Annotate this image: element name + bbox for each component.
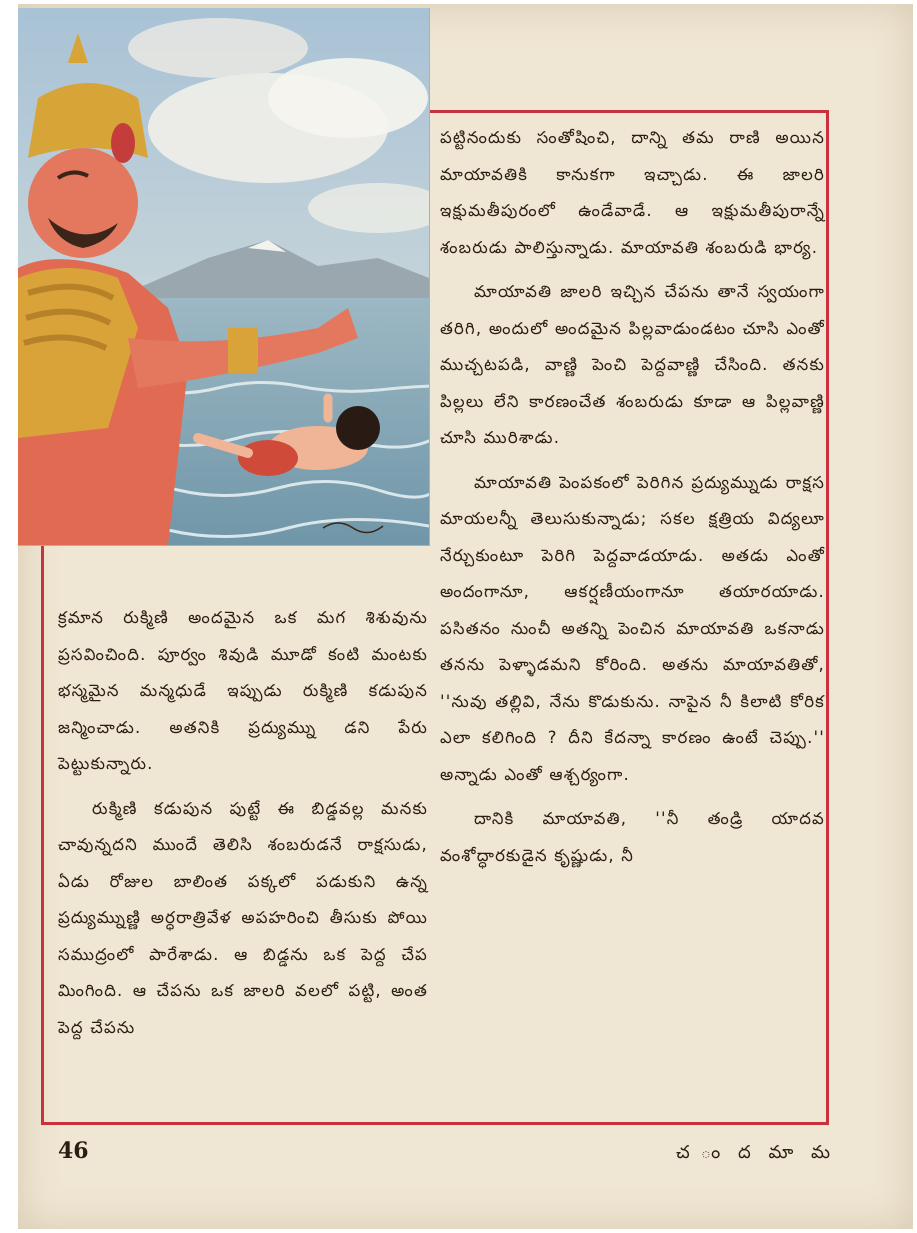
story-illustration xyxy=(18,8,430,546)
left-paragraph-2: రుక్మిణి కడుపున పుట్టే ఈ బిడ్డవల్ల మనకు చావున్నదని ముందే తెలిసి శంబరుడనే రాక్షసుడు, ఏడు రోజుల బాలింత పక్కలో పడుకుని ఉన్న ప్రద్యుమ్నుణ్ణి అర్ధరాత్రివేళ అపహరించి తీసుకు పోయి సముద్రంలో పారేశాడు. ఆ బిడ్డను ఒక పెద్ద చేప మింగింది. ఆ చేపను ఒక జాలరి వలలో పట్టి, అంత పెద్ద చేపను xyxy=(58,798,428,1037)
right-paragraph-4: దానికి మాయావతి, ''నీ తండ్రి యాదవ వంశోద్ధారకుడైన కృష్ణుడు, నీ xyxy=(440,809,825,865)
magazine-title: చ ం ద మా మ xyxy=(676,1142,837,1163)
left-text-column xyxy=(58,600,428,1054)
page-number: 46 xyxy=(58,1138,89,1164)
right-paragraph-1: పట్టినందుకు సంతోషించి, దాన్ని తమ రాణి అయిన మాయావతికి కానుకగా ఇచ్చాడు. ఈ జాలరి ఇక్షుమతీపురంలో ఉండేవాడే. ఆ ఇక్షుమతీపురాన్నే శంబరుడు పాలిస్తున్నాడు. మాయావతి శంబరుడి భార్య. xyxy=(440,128,825,257)
illustration-art xyxy=(18,8,429,545)
left-paragraph-1: క్రమాన రుక్మిణి అందమైన ఒక మగ శిశువును ప్రసవించింది. పూర్వం శివుడి మూడో కంటి మంటకు భస్మమైన మన్మధుడే ఇప్పుడు రుక్మిణి కడుపున జన్మించాడు. అతనికి ప్రద్యుమ్ను డని పేరు పెట్టుకున్నారు. xyxy=(58,608,428,773)
right-paragraph-3: మాయావతి పెంపకంలో పెరిగిన ప్రద్యుమ్నుడు రాక్షస మాయలన్నీ తెలుసుకున్నాడు; సకల క్షత్రియ విద్యలూ నేర్చుకుంటూ పెరిగి పెద్దవాడయాడు. అతడు ఎంతో అందంగానూ, ఆకర్షణీయంగానూ తయారయాడు. పసితనం నుంచీ అతన్ని పెంచిన మాయావతి ఒకనాడు తనను పెళ్ళాడమని కోరింది. అతను మాయావతితో, ''నువు తల్లివి, నేను కొడుకును. నాపైన నీ కిలాటి కోరిక ఎలా కలిగింది ? దీని కేదన్నా కారణం ఉంటే చెప్పు.'' అన్నాడు ఎంతో ఆశ్చర్యంగా. xyxy=(440,472,825,784)
right-paragraph-2: మాయావతి జాలరి ఇచ్చిన చేపను తానే స్వయంగా తరిగి, అందులో అందమైన పిల్లవాడుండటం చూసి ఎంతో ముచ్చటపడి, వాణ్ణి పెంచి పెద్దవాణ్ణి చేసింది. తనకు పిల్లలు లేని కారణంచేత శంబరుడు కూడా ఆ పిల్లవాణ్ణి చూసి మురిశాడు. xyxy=(440,282,825,447)
right-text-column xyxy=(440,120,825,882)
